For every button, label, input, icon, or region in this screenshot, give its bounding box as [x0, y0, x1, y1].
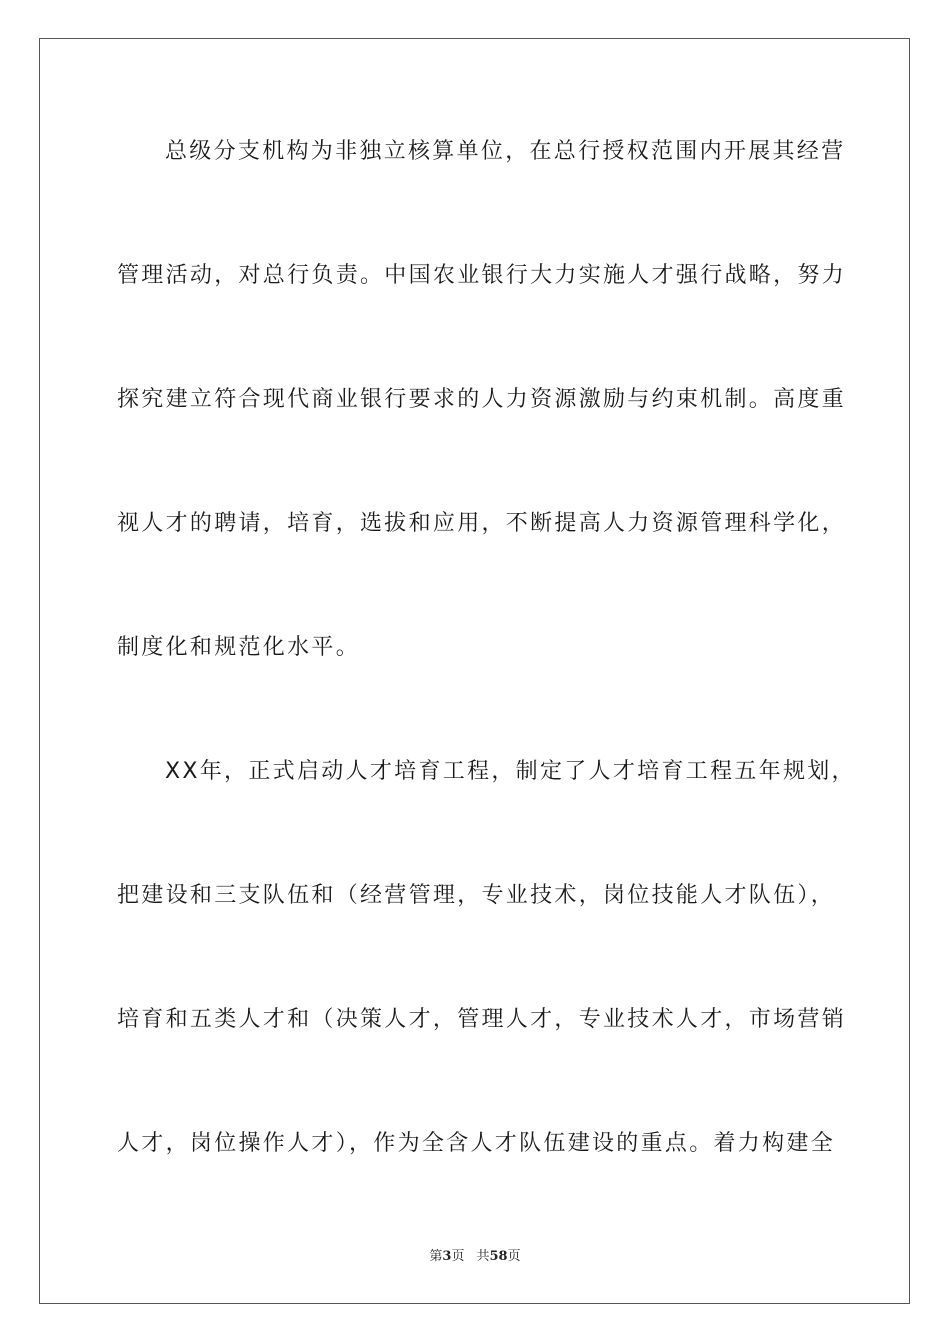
paragraph-1-line-1: 总级分支机构为非独立核算单位，在总行授权范围内开展其经营 [165, 139, 846, 164]
page-footer [0, 1248, 950, 1266]
footer-total-suffix: 页 [507, 1249, 521, 1264]
paragraph-2-line-1: XX年，正式启动人才培育工程，制定了人才培育工程五年规划， [165, 759, 856, 784]
paragraph-1-line-3: 探究建立符合现代商业银行要求的人力资源激励与约束机制。高度重 [117, 387, 847, 412]
paragraph-1-line-2: 管理活动，对总行负责。中国农业银行大力实施人才强行战略，努力 [117, 263, 847, 288]
footer-page-prefix: 第 [429, 1249, 443, 1264]
paragraph-2-line-2: 把建设和三支队伍和（经营管理，专业技术，岗位技能人才队伍）， [117, 883, 836, 908]
footer-total-prefix: 共 [476, 1249, 490, 1264]
page-border [39, 38, 910, 1304]
footer-page-number: 3 [442, 1249, 452, 1264]
footer-total-pages: 58 [489, 1249, 508, 1264]
paragraph-2-line-4: 人才，岗位操作人才），作为全含人才队伍建设的重点。着力构建全 [117, 1131, 836, 1156]
paragraph-1-line-4: 视人才的聘请，培育，选拔和应用，不断提高人力资源管理科学化， [117, 511, 847, 536]
paragraph-1-line-5: 制度化和规范化水平。 [117, 635, 361, 660]
footer-page-suffix: 页 [451, 1249, 465, 1264]
paragraph-2-line-3: 培育和五类人才和（决策人才，管理人才，专业技术人才，市场营销 [117, 1007, 847, 1032]
